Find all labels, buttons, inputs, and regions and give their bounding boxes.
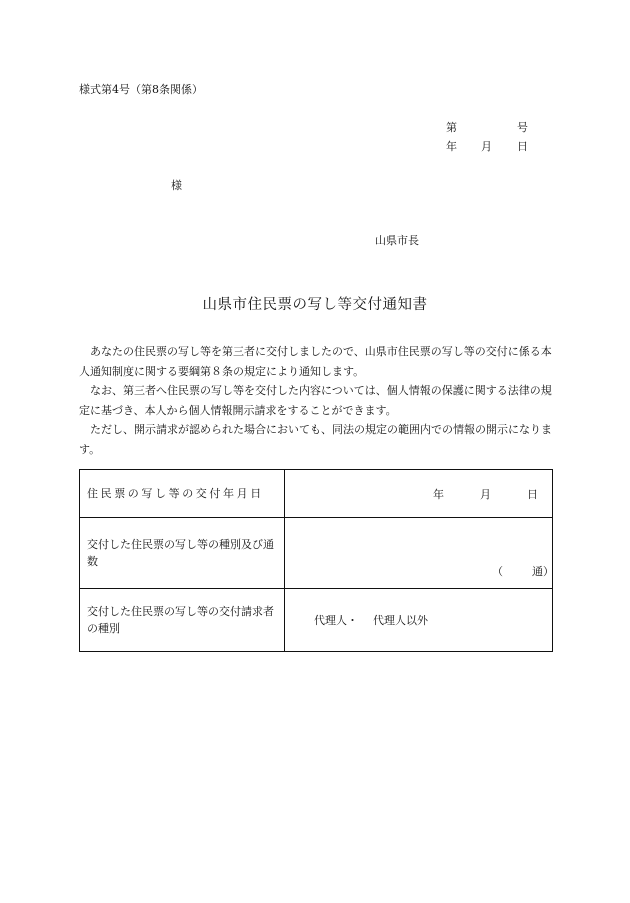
issue-day: 日 bbox=[527, 487, 538, 501]
document-title: 山県市住民票の写し等交付通知書 bbox=[202, 297, 428, 313]
count-paren-open: （ bbox=[492, 564, 503, 578]
requester-option-agent: 代理人・ bbox=[314, 614, 358, 627]
requester-type-label: 交付した住民票の写し等の交付請求者の種別 bbox=[80, 589, 285, 652]
sender-name: 山県市長 bbox=[375, 234, 419, 247]
requester-type-value bbox=[285, 589, 553, 652]
table-row bbox=[80, 470, 553, 518]
count-unit: 通） bbox=[532, 564, 554, 578]
document-type-value bbox=[285, 518, 553, 589]
body-paragraph: ただし、開示請求が認められた場合においても、同法の規定の範囲内での情報の開示になります。 bbox=[79, 423, 552, 456]
number-suffix: 号 bbox=[517, 121, 528, 134]
body-paragraph: なお、第三者へ住民票の写し等を交付した内容については、個人情報の保護に関する法律の規定に基づき、本人から個人情報開示請求をすることができます。 bbox=[79, 384, 552, 417]
body-text bbox=[79, 342, 553, 459]
issue-month: 月 bbox=[480, 487, 491, 501]
issue-year: 年 bbox=[433, 487, 444, 501]
form-number: 様式第4号（第8条関係） bbox=[79, 83, 203, 96]
addressee-suffix: 様 bbox=[171, 179, 182, 192]
requester-option-non-agent: 代理人以外 bbox=[373, 614, 428, 627]
notification-table bbox=[79, 469, 553, 652]
date-day: 日 bbox=[517, 140, 528, 153]
number-prefix: 第 bbox=[446, 121, 457, 134]
issue-date-label: 住民票の写し等の交付年月日 bbox=[80, 470, 285, 518]
body-paragraph: あなたの住民票の写し等を第三者に交付しましたので、山県市住民票の写し等の交付に係る本人通知制度に関する要綱第８条の規定により通知します。 bbox=[79, 345, 552, 378]
date-month: 月 bbox=[481, 140, 492, 153]
issue-date-value bbox=[285, 470, 553, 518]
table-row bbox=[80, 589, 553, 652]
document-type-label: 交付した住民票の写し等の種別及び通数 bbox=[80, 518, 285, 589]
date-year: 年 bbox=[446, 140, 457, 153]
table-row bbox=[80, 518, 553, 589]
